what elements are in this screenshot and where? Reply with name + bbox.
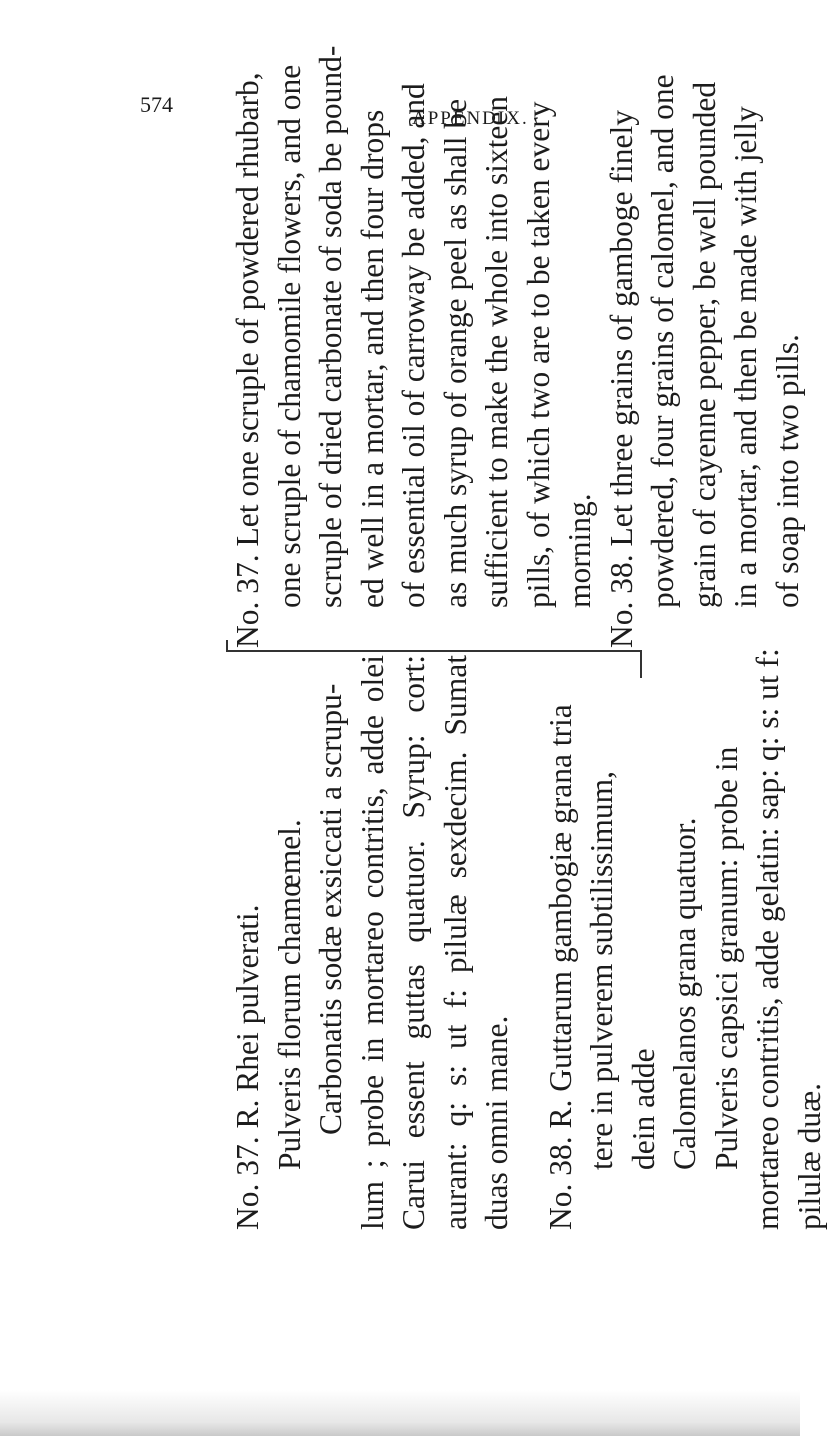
english-line: ed well in a mortar, and then four drops: [354, 109, 390, 608]
english-line: No. 37. Let one scruple of powdered rhubarb,: [230, 72, 265, 648]
latin-line: Carui essent guttas quatuor. Syrup: cort:: [396, 655, 431, 1230]
latin-line: aurant: q: s: ut f: pilulæ sexdecim. Sumat: [437, 655, 473, 1230]
english-line: morning.: [562, 493, 597, 608]
english-line: grain of cayenne pepper, be well pounded: [686, 81, 722, 608]
latin-prescriptions-block: [227, 648, 830, 1230]
latin-line: tere in pulverem subtilissimum,: [584, 771, 619, 1170]
english-line: of soap into two pills.: [769, 334, 805, 608]
running-head: APPENDIX.: [412, 108, 529, 129]
english-line: No. 38. Let three grains of gamboge finely: [603, 110, 639, 648]
english-line: as much syrup of orange peel as shall be: [437, 98, 473, 608]
latin-line: Pulveris capsici granum: probe in: [708, 746, 744, 1170]
page-edge-shadow: [0, 1390, 800, 1436]
english-line: pills, of which two are to be taken every: [520, 101, 556, 608]
latin-line: No. 38. R. Guttarum gambogiæ grana tria: [542, 704, 578, 1230]
english-line: sufficient to make the whole into sixteen: [479, 95, 514, 608]
english-line: scruple of dried carbonate of soda be pound-: [313, 45, 348, 608]
divider-rule: [226, 650, 640, 652]
latin-line: lum ; probe in mortareo contritis, adde olei: [354, 655, 390, 1230]
latin-line: pilulæ duæ.: [791, 1082, 827, 1230]
page-number: 574: [140, 92, 173, 117]
latin-line: dein adde: [625, 1048, 661, 1170]
latin-line: Calomelanos grana quatuor.: [667, 817, 702, 1170]
english-line: powdered, four grains of calomel, and one: [645, 74, 680, 608]
latin-line: mortareo contritis, adde gelatin: sap: q: s: ut f:: [750, 648, 785, 1230]
latin-line: No. 37. R. Rhei pulverati.: [230, 904, 265, 1230]
latin-line: Pulveris florum chamœmel.: [271, 819, 307, 1170]
latin-line: duas omni mane.: [479, 1015, 514, 1230]
latin-line: Carbonatis sodæ exsiccati a scrupu-: [313, 683, 348, 1135]
english-line: one scruple of chamomile flowers, and one: [271, 64, 307, 608]
english-line: of essential oil of carroway be added, and: [396, 83, 431, 608]
english-line: in a mortar, and then be made with jelly: [728, 106, 763, 608]
